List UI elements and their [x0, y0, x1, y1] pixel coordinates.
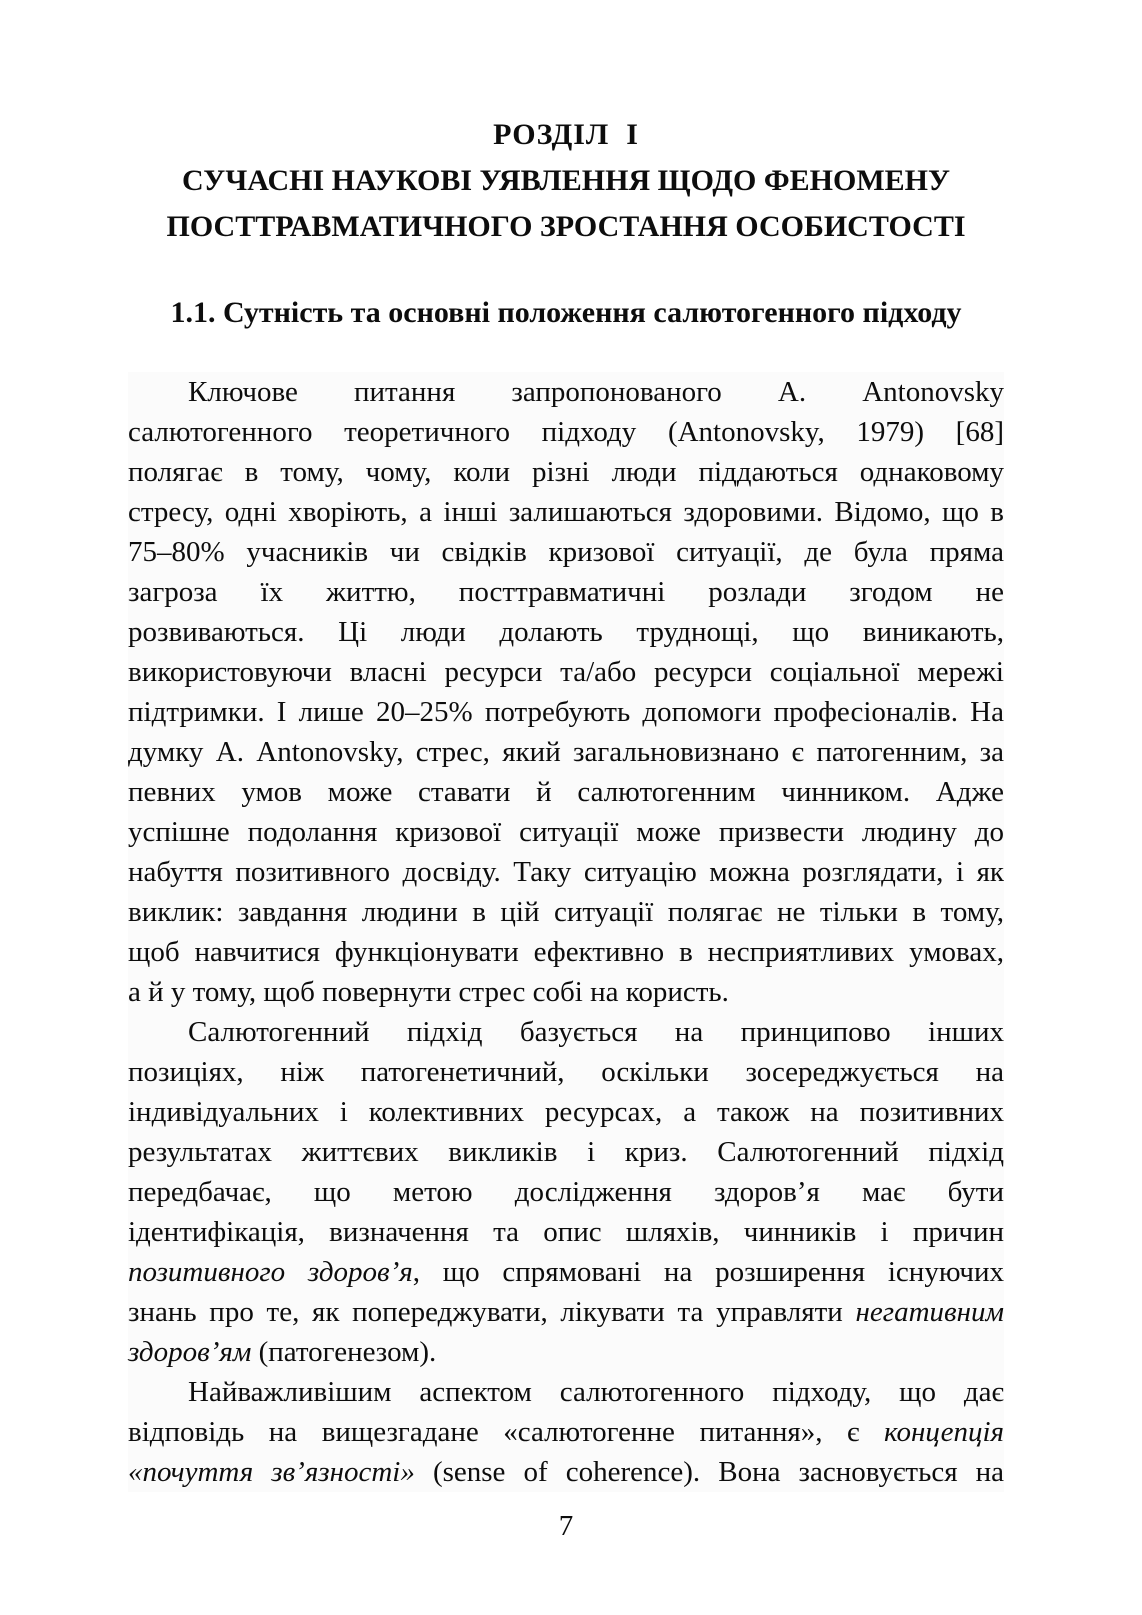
- chapter-label: РОЗДІЛ І: [493, 118, 639, 151]
- chapter-title-line-2: ПОСТТРАВМАТИЧНОГО ЗРОСТАННЯ ОСОБИСТОСТІ: [166, 210, 966, 243]
- text-line: [128, 892, 1004, 932]
- text-line: [128, 492, 1004, 532]
- text-line: [128, 732, 1004, 772]
- text-segment: знань про те, як попереджувати, лікувати та управляти: [128, 1296, 856, 1328]
- body-text: [128, 372, 1004, 1492]
- text-line: [128, 1292, 1004, 1332]
- text-line: [128, 452, 1004, 492]
- text-segment: 75–80% учасників чи свідків кризової ситуації, де була пряма: [128, 536, 1004, 568]
- text-line: [128, 652, 1004, 692]
- text-line: [128, 772, 1004, 812]
- text-line: [128, 1372, 1004, 1412]
- text-line: [128, 372, 1004, 412]
- text-segment: успішне подолання кризової ситуації може призвести людину до: [128, 816, 1004, 848]
- text-segment: Ключове питання запропонованого А. Antonovsky: [188, 376, 1004, 408]
- italic-text-segment: концепція: [884, 1416, 1004, 1448]
- text-line: [128, 812, 1004, 852]
- chapter-heading-block: [128, 112, 1004, 250]
- text-segment: , що спрямовані на розширення існуючих: [412, 1256, 1004, 1288]
- text-line: [128, 1012, 1004, 1052]
- text-segment: передбачає, що метою дослідження здоров’я має бути: [128, 1176, 1004, 1208]
- text-line: [128, 412, 1004, 452]
- text-line: [128, 1252, 1004, 1292]
- text-segment: індивідуальних і колективних ресурсах, а також на позитивних: [128, 1096, 1004, 1128]
- chapter-title-line-1: СУЧАСНІ НАУКОВІ УЯВЛЕННЯ ЩОДО ФЕНОМЕНУ: [181, 164, 951, 197]
- text-segment: стресу, одні хворіють, а інші залишаються здоровими. Відомо, що в: [128, 496, 1004, 528]
- text-segment: позиціях, ніж патогенетичний, оскільки зосереджується на: [128, 1056, 1004, 1088]
- italic-text-segment: здоров’ям: [128, 1336, 252, 1368]
- text-segment: виклик: завдання людини в цій ситуації полягає не тільки в тому,: [128, 896, 1004, 928]
- section-heading: 1.1. Сутність та основні положення салютогенного підходу: [170, 296, 962, 329]
- text-segment: а й у тому, щоб повернути стрес собі на користь.: [128, 976, 729, 1008]
- text-line: [128, 1132, 1004, 1172]
- text-segment: ідентифікація, визначення та опис шляхів, чинників і причин: [128, 1216, 1004, 1248]
- text-segment: певних умов може ставати й салютогенним чинником. Адже: [128, 776, 1004, 808]
- text-segment: набуття позитивного досвіду. Таку ситуацію можна розглядати, і як: [128, 856, 1004, 888]
- text-segment: загроза їх життю, посттравматичні розлади згодом не: [128, 576, 1004, 608]
- text-line: [128, 1172, 1004, 1212]
- text-line: [128, 932, 1004, 972]
- text-line: [128, 612, 1004, 652]
- text-line: [128, 1052, 1004, 1092]
- text-segment: Салютогенний підхід базується на принципово інших: [188, 1016, 1004, 1048]
- text-segment: щоб навчитися функціонувати ефективно в несприятливих умовах,: [128, 936, 1004, 968]
- text-line: [128, 852, 1004, 892]
- text-segment: полягає в тому, чому, коли різні люди піддаються однаковому: [128, 456, 1004, 488]
- text-segment: підтримки. І лише 20–25% потребують допомоги професіоналів. На: [128, 696, 1004, 728]
- text-segment: використовуючи власні ресурси та/або ресурси соціальної мережі: [128, 656, 1004, 688]
- text-line: [128, 692, 1004, 732]
- text-segment: Найважливішим аспектом салютогенного підходу, що дає: [188, 1376, 1004, 1408]
- text-line: [128, 1332, 1004, 1372]
- page-content: [128, 0, 1004, 1546]
- text-segment: думку А. Antonovsky, стрес, який загальновизнано є патогенним, за: [128, 736, 1004, 768]
- italic-text-segment: негативним: [855, 1296, 1004, 1328]
- text-segment: салютогенного теоретичного підходу (Antonovsky, 1979) [68]: [128, 416, 1004, 448]
- italic-text-segment: «почуття зв’язності»: [128, 1456, 415, 1488]
- text-line: [128, 972, 1004, 1012]
- text-segment: (sense of coherence). Вона засновується на: [414, 1456, 1004, 1488]
- text-segment: результатах життєвих викликів і криз. Салютогенний підхід: [128, 1136, 1004, 1168]
- text-segment: розвиваються. Ці люди долають труднощі, що виникають,: [128, 616, 1004, 648]
- text-line: [128, 532, 1004, 572]
- text-line: [128, 1212, 1004, 1252]
- italic-text-segment: позитивного здоров’я: [128, 1256, 413, 1288]
- text-line: [128, 572, 1004, 612]
- text-line: [128, 1452, 1004, 1492]
- text-line: [128, 1412, 1004, 1452]
- text-line: [128, 1092, 1004, 1132]
- text-segment: відповідь на вищезгадане «салютогенне питання», є: [128, 1416, 885, 1448]
- page-number: 7: [558, 1510, 574, 1542]
- text-segment: (патогенезом).: [251, 1336, 437, 1368]
